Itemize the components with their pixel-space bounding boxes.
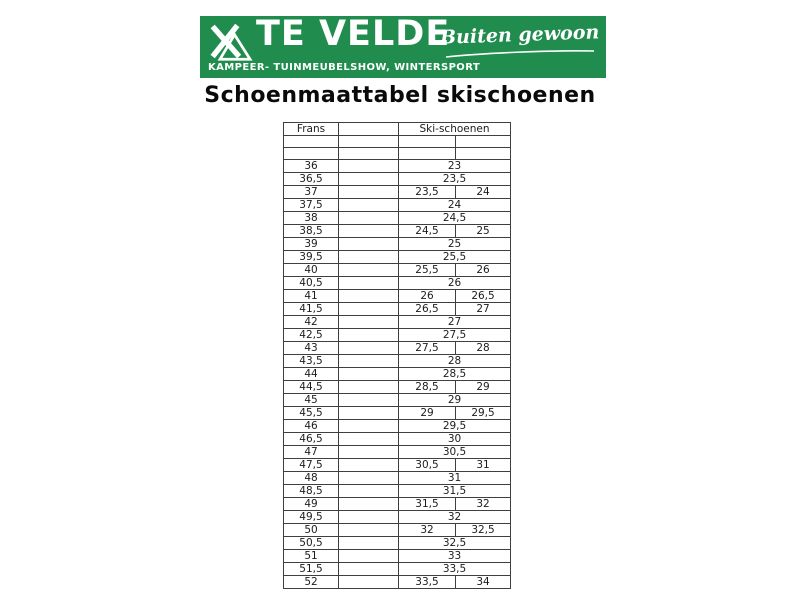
- frans-size-cell: 41,5: [284, 303, 339, 316]
- table-row: [284, 537, 511, 550]
- table-row: [284, 407, 511, 420]
- blank-cell: [339, 550, 399, 563]
- ski-size-cell: 33,5: [399, 576, 456, 589]
- ski-size-cell: 34: [456, 576, 511, 589]
- frans-size-cell: 38,5: [284, 225, 339, 238]
- table-row: [284, 355, 511, 368]
- blank-cell: [339, 238, 399, 251]
- blank-cell: [339, 160, 399, 173]
- brand-tagline-block: [439, 19, 658, 59]
- ski-size-cell: 23,5: [399, 186, 456, 199]
- brand-tagline: Buiten gewoon goed: [439, 19, 658, 49]
- blank-cell: [339, 381, 399, 394]
- frans-size-cell: 45,5: [284, 407, 339, 420]
- table-row: [284, 186, 511, 199]
- empty-cell: [456, 136, 511, 148]
- table-row: [284, 160, 511, 173]
- frans-size-cell: 40: [284, 264, 339, 277]
- table-row: [284, 446, 511, 459]
- ski-size-cell: 29,5: [399, 420, 511, 433]
- blank-cell: [339, 173, 399, 186]
- mountains-x-icon: [206, 20, 254, 62]
- table-row: [284, 264, 511, 277]
- frans-size-cell: 47: [284, 446, 339, 459]
- frans-size-cell: 37,5: [284, 199, 339, 212]
- frans-size-cell: 49: [284, 498, 339, 511]
- frans-size-cell: 44: [284, 368, 339, 381]
- table-row: [284, 394, 511, 407]
- ski-size-cell: 28,5: [399, 381, 456, 394]
- blank-cell: [339, 368, 399, 381]
- blank-cell: [339, 277, 399, 290]
- table-row: [284, 225, 511, 238]
- table-row: [284, 277, 511, 290]
- size-table-body: [284, 123, 511, 589]
- blank-cell: [339, 212, 399, 225]
- header-blank: [339, 123, 399, 136]
- ski-size-cell: 25: [399, 238, 511, 251]
- table-row: [284, 342, 511, 355]
- ski-size-cell: 30,5: [399, 459, 456, 472]
- table-row: [284, 459, 511, 472]
- empty-cell: [399, 136, 456, 148]
- ski-size-cell: 27,5: [399, 342, 456, 355]
- table-row: [284, 238, 511, 251]
- blank-cell: [339, 251, 399, 264]
- table-row: [284, 199, 511, 212]
- ski-size-cell: 28,5: [399, 368, 511, 381]
- ski-size-cell: 32: [399, 524, 456, 537]
- blank-cell: [339, 563, 399, 576]
- empty-cell: [339, 148, 399, 160]
- blank-cell: [339, 342, 399, 355]
- ski-size-cell: 29,5: [456, 407, 511, 420]
- table-row: [284, 173, 511, 186]
- frans-size-cell: 38: [284, 212, 339, 225]
- ski-size-cell: 33: [399, 550, 511, 563]
- brand-name: TE VELDE: [256, 14, 451, 54]
- ski-size-cell: 28: [399, 355, 511, 368]
- frans-size-cell: 47,5: [284, 459, 339, 472]
- empty-row: [284, 136, 511, 148]
- empty-cell: [399, 148, 456, 160]
- frans-size-cell: 43: [284, 342, 339, 355]
- ski-size-cell: 33,5: [399, 563, 511, 576]
- blank-cell: [339, 407, 399, 420]
- blank-cell: [339, 446, 399, 459]
- blank-cell: [339, 524, 399, 537]
- size-table: [283, 122, 511, 589]
- frans-size-cell: 46,5: [284, 433, 339, 446]
- frans-size-cell: 49,5: [284, 511, 339, 524]
- frans-size-cell: 44,5: [284, 381, 339, 394]
- table-row: [284, 498, 511, 511]
- ski-size-cell: 32: [399, 511, 511, 524]
- brand-subtitle: KAMPEER- TUINMEUBELSHOW, WINTERSPORT: [208, 62, 481, 73]
- frans-size-cell: 40,5: [284, 277, 339, 290]
- ski-size-cell: 32,5: [456, 524, 511, 537]
- ski-size-cell: 24: [399, 199, 511, 212]
- ski-size-cell: 26: [399, 290, 456, 303]
- frans-size-cell: 48,5: [284, 485, 339, 498]
- empty-row: [284, 148, 511, 160]
- ski-size-cell: 26: [456, 264, 511, 277]
- frans-size-cell: 46: [284, 420, 339, 433]
- blank-cell: [339, 316, 399, 329]
- frans-size-cell: 39: [284, 238, 339, 251]
- empty-cell: [284, 136, 339, 148]
- table-row: [284, 563, 511, 576]
- ski-size-cell: 31: [399, 472, 511, 485]
- ski-size-cell: 27: [456, 303, 511, 316]
- table-row: [284, 420, 511, 433]
- blank-cell: [339, 329, 399, 342]
- frans-size-cell: 52: [284, 576, 339, 589]
- table-row: [284, 212, 511, 225]
- blank-cell: [339, 472, 399, 485]
- blank-cell: [339, 420, 399, 433]
- frans-size-cell: 45: [284, 394, 339, 407]
- table-row: [284, 329, 511, 342]
- frans-size-cell: 43,5: [284, 355, 339, 368]
- table-row: [284, 550, 511, 563]
- ski-size-cell: 24: [456, 186, 511, 199]
- blank-cell: [339, 186, 399, 199]
- frans-size-cell: 51,5: [284, 563, 339, 576]
- blank-cell: [339, 576, 399, 589]
- frans-size-cell: 51: [284, 550, 339, 563]
- ski-size-cell: 29: [399, 407, 456, 420]
- blank-cell: [339, 498, 399, 511]
- ski-size-cell: 31: [456, 459, 511, 472]
- table-row: [284, 316, 511, 329]
- ski-size-cell: 28: [456, 342, 511, 355]
- ski-size-cell: 31,5: [399, 498, 456, 511]
- table-row: [284, 251, 511, 264]
- blank-cell: [339, 290, 399, 303]
- ski-size-cell: 26,5: [456, 290, 511, 303]
- ski-size-cell: 30: [399, 433, 511, 446]
- frans-size-cell: 48: [284, 472, 339, 485]
- ski-size-cell: 24,5: [399, 212, 511, 225]
- blank-cell: [339, 433, 399, 446]
- table-row: [284, 381, 511, 394]
- ski-size-cell: 26: [399, 277, 511, 290]
- ski-size-cell: 32: [456, 498, 511, 511]
- blank-cell: [339, 199, 399, 212]
- frans-size-cell: 39,5: [284, 251, 339, 264]
- header-ski: Ski-schoenen: [399, 123, 511, 136]
- table-row: [284, 576, 511, 589]
- frans-size-cell: 50: [284, 524, 339, 537]
- ski-size-cell: 27,5: [399, 329, 511, 342]
- frans-size-cell: 42,5: [284, 329, 339, 342]
- ski-size-cell: 30,5: [399, 446, 511, 459]
- page-title: Schoenmaattabel skischoenen: [204, 83, 596, 108]
- frans-size-cell: 41: [284, 290, 339, 303]
- frans-size-cell: 50,5: [284, 537, 339, 550]
- ski-size-cell: 25: [456, 225, 511, 238]
- table-row: [284, 511, 511, 524]
- table-row: [284, 303, 511, 316]
- blank-cell: [339, 264, 399, 277]
- empty-cell: [284, 148, 339, 160]
- blank-cell: [339, 459, 399, 472]
- ski-size-cell: 29: [456, 381, 511, 394]
- blank-cell: [339, 511, 399, 524]
- ski-size-cell: 32,5: [399, 537, 511, 550]
- frans-size-cell: 36,5: [284, 173, 339, 186]
- blank-cell: [339, 485, 399, 498]
- ski-size-cell: 31,5: [399, 485, 511, 498]
- tagline-underline-swoosh: [444, 49, 596, 59]
- blank-cell: [339, 355, 399, 368]
- frans-size-cell: 36: [284, 160, 339, 173]
- table-row: [284, 290, 511, 303]
- ski-size-cell: 24,5: [399, 225, 456, 238]
- empty-cell: [456, 148, 511, 160]
- ski-size-cell: 23: [399, 160, 511, 173]
- table-row: [284, 472, 511, 485]
- brand-banner: [200, 14, 658, 78]
- frans-size-cell: 42: [284, 316, 339, 329]
- table-row: [284, 368, 511, 381]
- ski-size-cell: 29: [399, 394, 511, 407]
- blank-cell: [339, 537, 399, 550]
- empty-cell: [339, 136, 399, 148]
- blank-cell: [339, 394, 399, 407]
- ski-size-cell: 27: [399, 316, 511, 329]
- header-frans: Frans: [284, 123, 339, 136]
- table-row: [284, 433, 511, 446]
- blank-cell: [339, 303, 399, 316]
- table-row: [284, 524, 511, 537]
- ski-size-cell: 26,5: [399, 303, 456, 316]
- table-header-row: [284, 123, 511, 136]
- table-row: [284, 485, 511, 498]
- ski-size-cell: 25,5: [399, 264, 456, 277]
- ski-size-cell: 23,5: [399, 173, 511, 186]
- frans-size-cell: 37: [284, 186, 339, 199]
- ski-size-cell: 25,5: [399, 251, 511, 264]
- blank-cell: [339, 225, 399, 238]
